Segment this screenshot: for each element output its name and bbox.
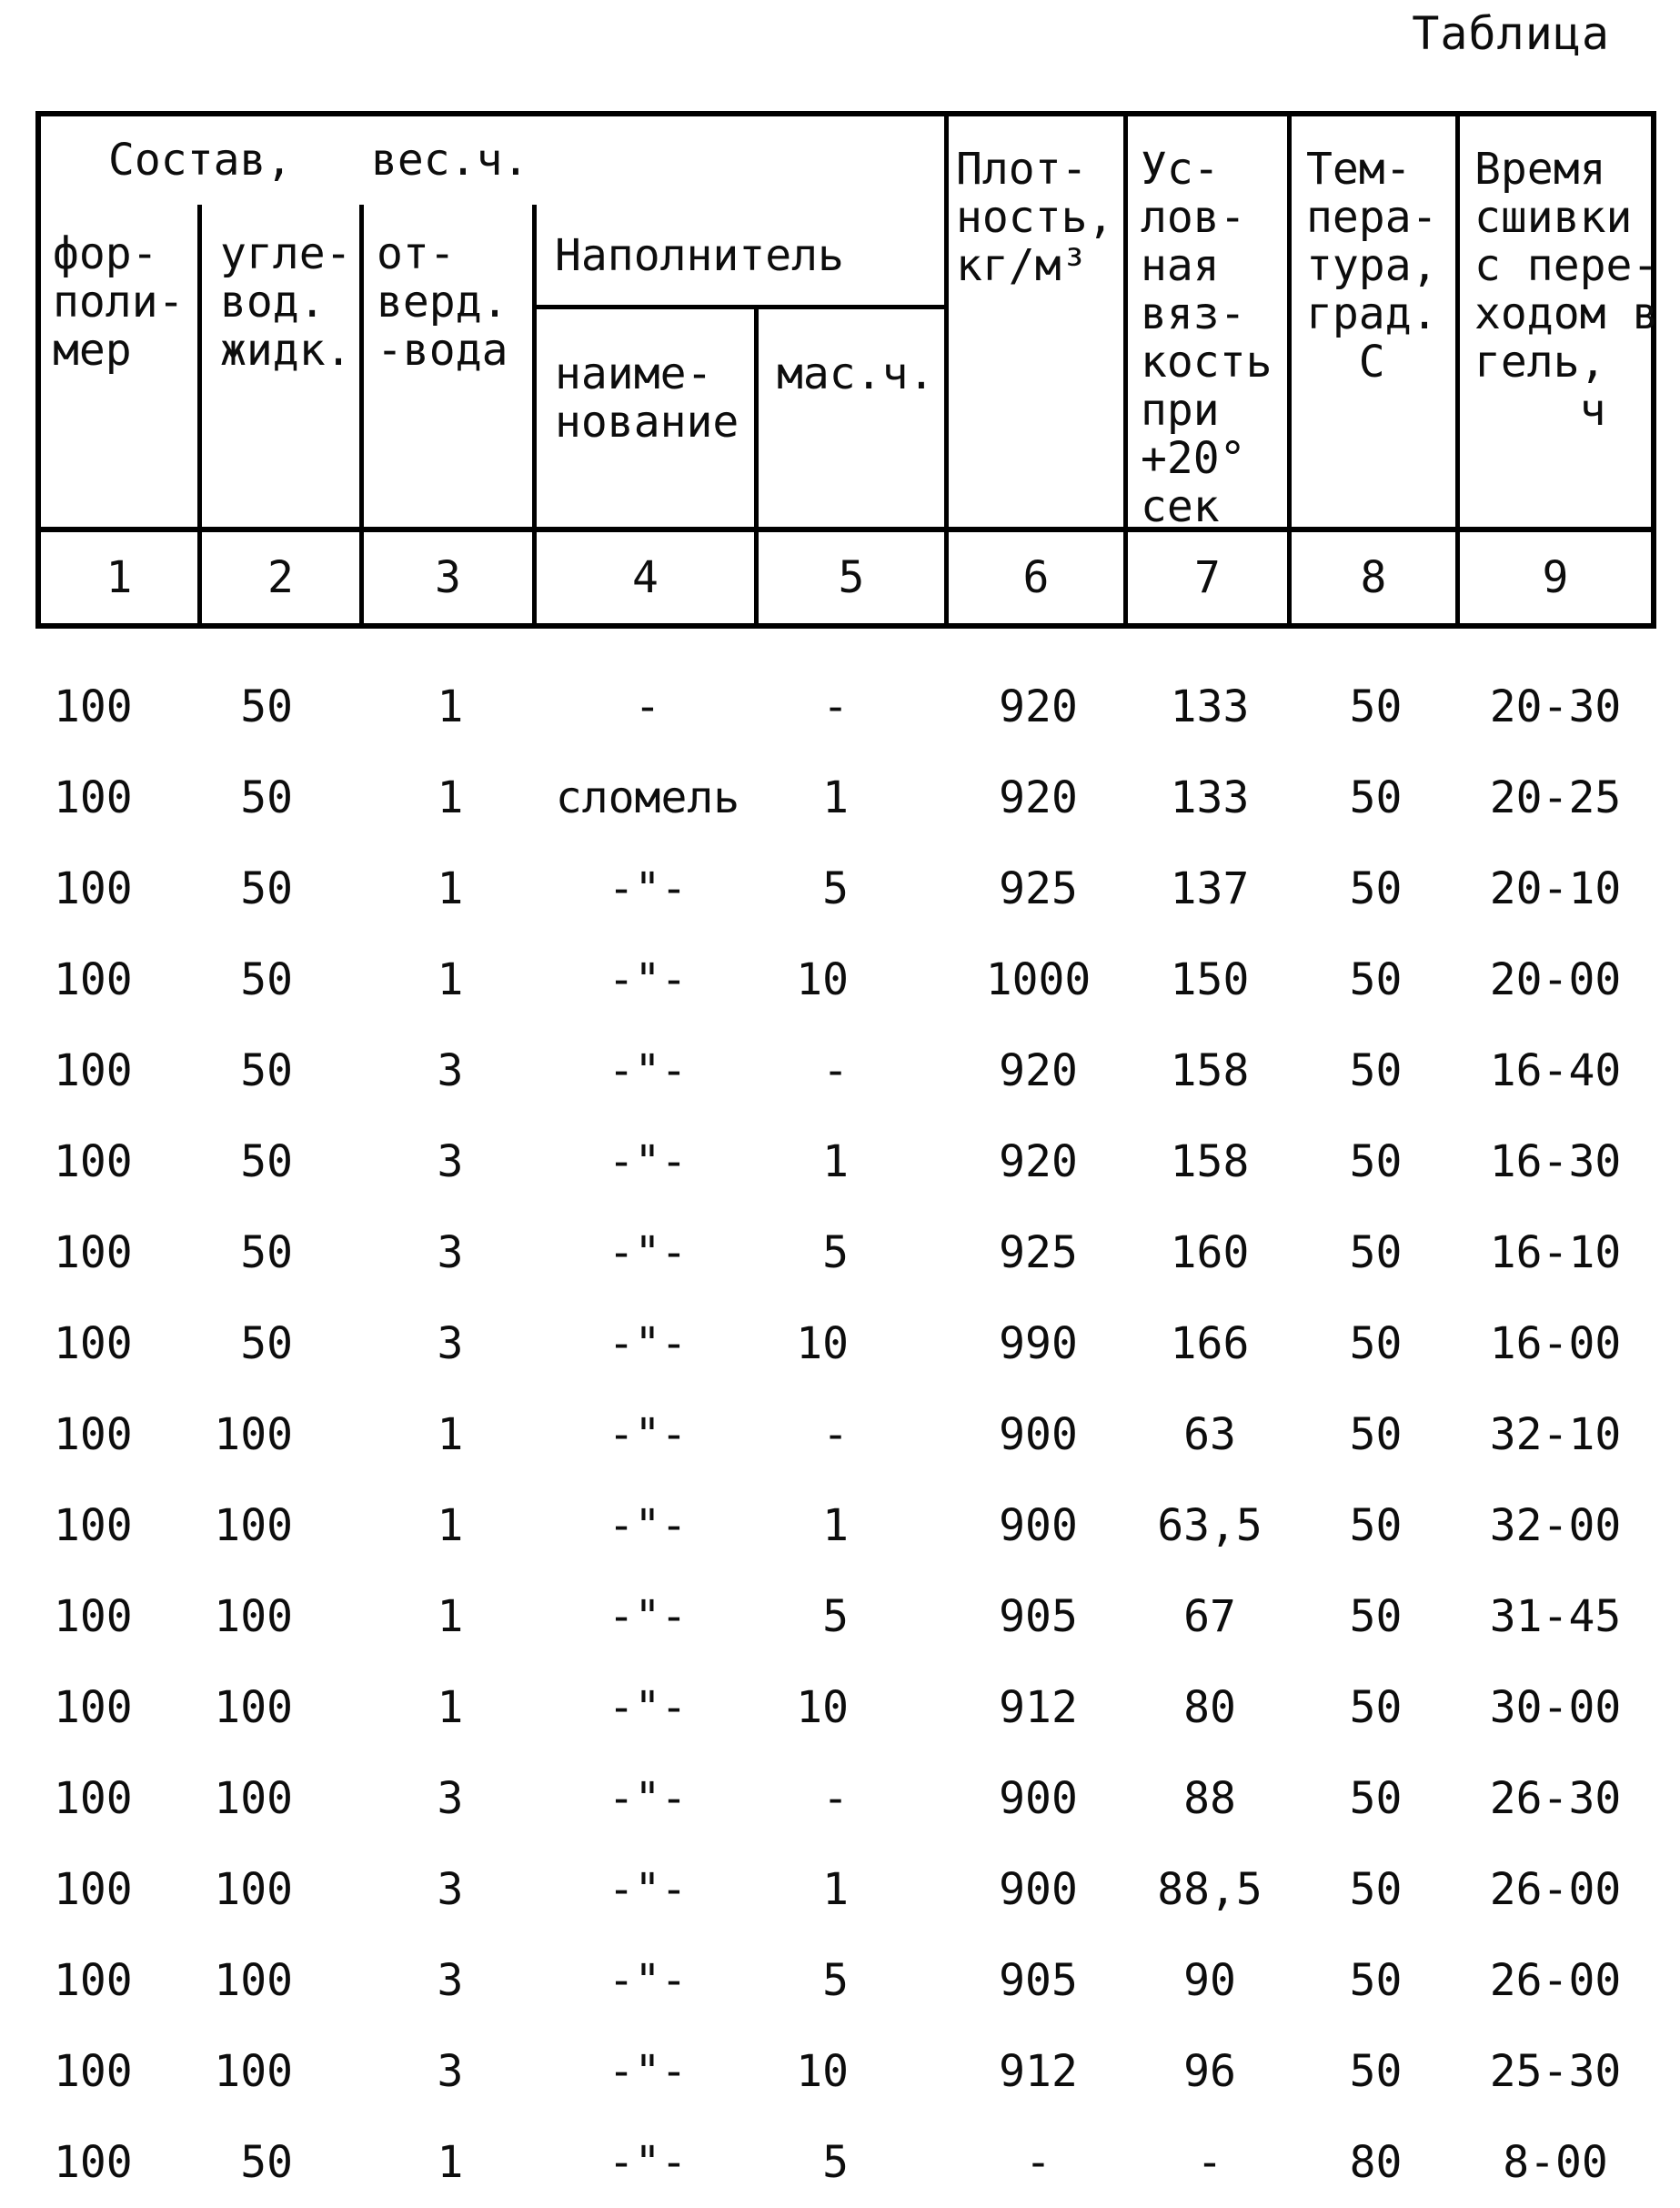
table-cell: 50 xyxy=(240,1136,293,1187)
table-cell: 16-40 xyxy=(1489,1045,1622,1096)
table-cell: 100 xyxy=(54,1773,133,1824)
table-cell: 100 xyxy=(214,1773,293,1824)
column-number-8: 8 xyxy=(1292,532,1460,623)
table-cell: 100 xyxy=(54,1318,133,1369)
table-cell: -"- xyxy=(608,1136,688,1187)
table-cell: 100 xyxy=(54,1227,133,1278)
table-cell: 100 xyxy=(54,2137,133,2188)
table-cell: 25-30 xyxy=(1489,2046,1622,2097)
table-cell: 150 xyxy=(1170,954,1250,1005)
table-cell: 912 xyxy=(999,2046,1078,2097)
table-cell: 30-00 xyxy=(1489,1682,1622,1733)
table-cell: 100 xyxy=(54,1409,133,1460)
table-cell: -"- xyxy=(608,2137,688,2188)
table-cell: 32-10 xyxy=(1489,1409,1622,1460)
table-cell: -"- xyxy=(608,1318,688,1369)
table-cell: 100 xyxy=(54,954,133,1005)
table-cell: 88,5 xyxy=(1157,1864,1263,1915)
table-cell: 100 xyxy=(54,1682,133,1733)
table-cell: 925 xyxy=(999,1227,1078,1278)
table-cell: 50 xyxy=(1349,2046,1403,2097)
table-cell: 1 xyxy=(437,2137,464,2188)
table-cell: 50 xyxy=(1349,1955,1403,2006)
table-cell: 1 xyxy=(437,954,464,1005)
table-cell: 925 xyxy=(999,863,1078,914)
table-cell: 1 xyxy=(437,1591,464,1642)
table-cell: 50 xyxy=(240,1227,293,1278)
table-cell: 96 xyxy=(1183,2046,1236,2097)
table-cell: 10 xyxy=(796,1682,849,1733)
table-cell: 5 xyxy=(822,1227,849,1278)
table-cell: 26-00 xyxy=(1489,1955,1622,2006)
table-cell: 50 xyxy=(1349,1591,1403,1642)
header-filler-parts: мас.ч. xyxy=(759,309,949,532)
table-cell: 90 xyxy=(1183,1955,1236,2006)
table-cell: 3 xyxy=(437,1045,464,1096)
table-cell: 100 xyxy=(214,1500,293,1551)
table-cell: -"- xyxy=(608,1955,688,2006)
table-cell: 26-30 xyxy=(1489,1773,1622,1824)
table-cell: - xyxy=(1025,2137,1051,2188)
table-cell: 1 xyxy=(437,681,464,732)
table-cell: 100 xyxy=(54,1136,133,1187)
header-gel-time: Время сшивки с пере- ходом в гель, ч xyxy=(1460,116,1651,532)
column-number-5: 5 xyxy=(759,532,949,623)
table-cell: 50 xyxy=(1349,954,1403,1005)
header-composition: Состав, вес.ч. xyxy=(41,116,949,205)
table-cell: 3 xyxy=(437,1227,464,1278)
table-cell: 50 xyxy=(240,681,293,732)
table-cell: 1000 xyxy=(985,954,1091,1005)
table-cell: 920 xyxy=(999,772,1078,823)
table-cell: 905 xyxy=(999,1591,1078,1642)
table-cell: 8-00 xyxy=(1503,2137,1608,2188)
table-cell: 20-30 xyxy=(1489,681,1622,732)
column-number-4: 4 xyxy=(537,532,759,623)
table-cell: -"- xyxy=(608,2046,688,2097)
table-cell: 100 xyxy=(54,1591,133,1642)
table-header-grid xyxy=(35,111,1659,629)
table-cell: 50 xyxy=(1349,1864,1403,1915)
table-cell: 166 xyxy=(1170,1318,1250,1369)
table-cell: 50 xyxy=(240,2137,293,2188)
table-cell: 900 xyxy=(999,1864,1078,1915)
column-number-9: 9 xyxy=(1542,551,1569,603)
column-number-2: 2 xyxy=(202,532,364,623)
table-cell: 50 xyxy=(1349,1136,1403,1187)
table-cell: 133 xyxy=(1170,681,1250,732)
table-cell: -"- xyxy=(608,1682,688,1733)
table-cell: 100 xyxy=(54,2046,133,2097)
table-cell: 100 xyxy=(54,1864,133,1915)
table-cell: 3 xyxy=(437,1136,464,1187)
table-cell: 31-45 xyxy=(1489,1591,1622,1642)
header-density: Плот- ность, кг/м³ xyxy=(949,116,1128,532)
table-cell: -"- xyxy=(608,1500,688,1551)
table-cell: 920 xyxy=(999,681,1078,732)
column-number-3: 3 xyxy=(364,532,537,623)
table-cell: 1 xyxy=(437,1500,464,1551)
table-cell: 133 xyxy=(1170,772,1250,823)
table-cell: 50 xyxy=(240,863,293,914)
table-cell: 50 xyxy=(1349,1227,1403,1278)
table-cell: -"- xyxy=(608,1409,688,1460)
table-cell: 1 xyxy=(437,772,464,823)
table-cell: -"- xyxy=(608,1773,688,1824)
table-cell: 158 xyxy=(1170,1136,1250,1187)
table-cell: 1 xyxy=(437,1409,464,1460)
table-cell: 100 xyxy=(214,1591,293,1642)
table-cell: 67 xyxy=(1183,1591,1236,1642)
table-cell: 50 xyxy=(1349,1318,1403,1369)
table-cell: -"- xyxy=(608,954,688,1005)
table-cell: 100 xyxy=(54,772,133,823)
table-cell: 80 xyxy=(1349,2137,1403,2188)
table-cell: 20-25 xyxy=(1489,772,1622,823)
table-cell: 50 xyxy=(1349,1773,1403,1824)
table-cell: -"- xyxy=(608,863,688,914)
header-filler: Наполнитель xyxy=(537,205,949,309)
table-cell: - xyxy=(822,1045,849,1096)
table-cell: 63 xyxy=(1183,1409,1236,1460)
table-cell: 88 xyxy=(1183,1773,1236,1824)
table-cell: 5 xyxy=(822,2137,849,2188)
table-cell: 100 xyxy=(214,1682,293,1733)
table-cell: 50 xyxy=(1349,1500,1403,1551)
table-cell: 1 xyxy=(437,1682,464,1733)
table-cell: 50 xyxy=(240,1318,293,1369)
header-viscosity: Ус- лов- ная вяз- кость при +20° сек xyxy=(1128,116,1292,532)
table-cell: 10 xyxy=(796,1318,849,1369)
table-cell: - xyxy=(822,1773,849,1824)
table-cell: 1 xyxy=(822,1136,849,1187)
table-cell: 3 xyxy=(437,1318,464,1369)
table-cell: 990 xyxy=(999,1318,1078,1369)
table-cell: 3 xyxy=(437,1955,464,2006)
table-cell: 50 xyxy=(1349,1045,1403,1096)
table-title: Таблица xyxy=(1412,7,1610,60)
table-cell: 1 xyxy=(822,772,849,823)
table-cell: - xyxy=(822,681,849,732)
column-number-6: 6 xyxy=(949,532,1128,623)
table-cell: 50 xyxy=(240,772,293,823)
table-cell: 900 xyxy=(999,1500,1078,1551)
table-cell: 100 xyxy=(214,1955,293,2006)
table-cell: 50 xyxy=(240,954,293,1005)
table-cell: 20-00 xyxy=(1489,954,1622,1005)
header-filler-name: наиме- нование xyxy=(537,309,759,532)
table-cell: 100 xyxy=(54,1500,133,1551)
table-cell: -"- xyxy=(608,1864,688,1915)
table-cell: 32-00 xyxy=(1489,1500,1622,1551)
table-cell: 1 xyxy=(437,863,464,914)
column-number-1: 1 xyxy=(41,532,202,623)
table-cell: сломель xyxy=(555,772,740,823)
table-cell: -"- xyxy=(608,1591,688,1642)
table-cell: 50 xyxy=(1349,681,1403,732)
table-cell: 100 xyxy=(54,1045,133,1096)
header-forpolymer: фор- поли- мер xyxy=(41,205,202,532)
table-cell: 50 xyxy=(1349,1409,1403,1460)
table-cell: 50 xyxy=(240,1045,293,1096)
table-cell: 137 xyxy=(1170,863,1250,914)
table-cell: 1 xyxy=(822,1500,849,1551)
table-cell: 912 xyxy=(999,1682,1078,1733)
table-cell: 160 xyxy=(1170,1227,1250,1278)
table-cell: 80 xyxy=(1183,1682,1236,1733)
table-cell: 50 xyxy=(1349,772,1403,823)
header-temperature: Тем- пера- тура, град. С xyxy=(1292,116,1460,532)
table-cell: 5 xyxy=(822,1591,849,1642)
table-cell: 905 xyxy=(999,1955,1078,2006)
table-cell: 16-10 xyxy=(1489,1227,1622,1278)
table-cell: 100 xyxy=(54,681,133,732)
table-cell: 20-10 xyxy=(1489,863,1622,914)
table-cell: 1 xyxy=(822,1864,849,1915)
table-cell: 26-00 xyxy=(1489,1864,1622,1915)
table-cell: 5 xyxy=(822,1955,849,2006)
table-cell: 100 xyxy=(214,2046,293,2097)
table-cell: 920 xyxy=(999,1136,1078,1187)
header-hardener-water: от- верд. -вода xyxy=(364,205,537,532)
table-cell: 3 xyxy=(437,2046,464,2097)
table-cell: 100 xyxy=(214,1409,293,1460)
header-carbohydrate-liquid: угле- вод. жидк. xyxy=(202,205,364,532)
table-cell: -"- xyxy=(608,1227,688,1278)
table-cell: 920 xyxy=(999,1045,1078,1096)
table-cell: - xyxy=(634,681,661,732)
table-cell: 50 xyxy=(1349,1682,1403,1733)
table-cell: 10 xyxy=(796,2046,849,2097)
table-cell: -"- xyxy=(608,1045,688,1096)
table-cell: 16-30 xyxy=(1489,1136,1622,1187)
table-cell: - xyxy=(1196,2137,1223,2188)
table-cell: 158 xyxy=(1170,1045,1250,1096)
table-cell: 900 xyxy=(999,1773,1078,1824)
table-cell: 50 xyxy=(1349,863,1403,914)
table-cell: 63,5 xyxy=(1157,1500,1263,1551)
table-cell: 10 xyxy=(796,954,849,1005)
column-number-7: 7 xyxy=(1128,532,1292,623)
table-cell: 100 xyxy=(54,1955,133,2006)
table-cell: 16-00 xyxy=(1489,1318,1622,1369)
table-cell: 3 xyxy=(437,1773,464,1824)
table-cell: 100 xyxy=(54,863,133,914)
table-cell: 3 xyxy=(437,1864,464,1915)
table-cell: 100 xyxy=(214,1864,293,1915)
table-data-rows xyxy=(41,661,1651,2208)
table-cell: 5 xyxy=(822,863,849,914)
table-cell: - xyxy=(822,1409,849,1460)
table-cell: 900 xyxy=(999,1409,1078,1460)
